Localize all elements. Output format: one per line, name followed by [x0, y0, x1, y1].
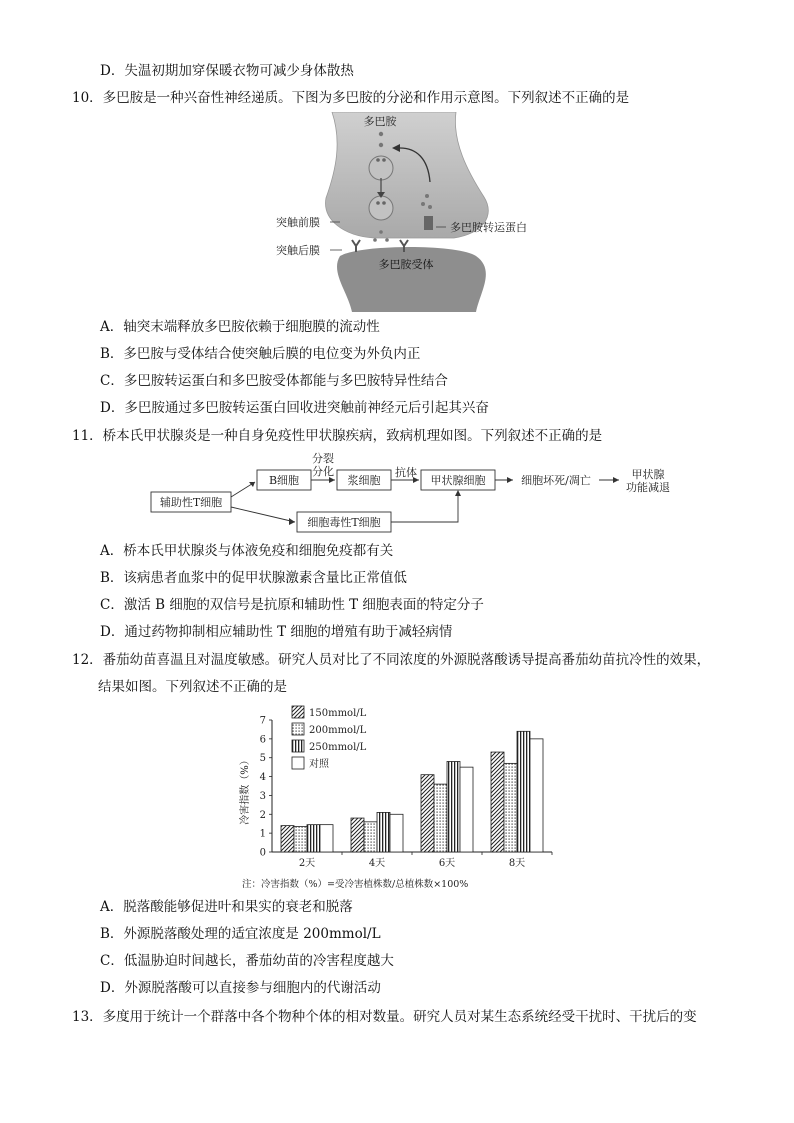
flow-thyroid: 甲状腺细胞: [430, 474, 486, 487]
q13-stem: 13．多度用于统计一个群落中各个物种个体的相对数量。研究人员对某生态系统经受干扰时、干扰后的变: [72, 1009, 697, 1025]
q12-stem-line1: 12．番茄幼苗喜温且对温度敏感。研究人员对比了不同浓度的外源脱落酸诱导提高番茄幼苗抗冷性的效果，: [72, 652, 711, 668]
bar: [364, 822, 377, 852]
q10-option-d: D．多巴胺通过多巴胺转运蛋白回收进突触前神经元后引起其兴奋: [100, 400, 489, 416]
y-tick-label: 5: [259, 753, 266, 765]
legend-label: 250mmol/L: [309, 742, 367, 753]
q11-option-d: D．通过药物抑制相应辅助性 T 细胞的增殖有助于减轻病情: [100, 624, 453, 640]
bar: [351, 818, 364, 852]
receptor-left: [352, 240, 360, 252]
flow-result-1: 甲状腺: [631, 468, 665, 481]
x-tick-label: 6天: [438, 858, 456, 869]
legend-label: 150mmol/L: [309, 708, 367, 719]
y-tick-label: 2: [259, 809, 266, 821]
presynaptic-terminal: [326, 112, 489, 238]
q11-stem: 11．桥本氏甲状腺炎是一种自身免疫性甲状腺疾病，致病机理如图。下列叙述不正确的是: [72, 428, 603, 444]
flow-fenhua: 分化: [312, 465, 334, 478]
vesicle-upper: [369, 156, 393, 180]
legend-label: 对照: [309, 759, 329, 770]
flow-b-cell: B细胞: [268, 474, 300, 487]
bar: [307, 825, 320, 852]
flow-cytotoxic: 细胞毒性T细胞: [307, 516, 381, 529]
legend-swatch: [292, 706, 304, 718]
legend-swatch: [292, 757, 304, 769]
flow-fenlie: 分裂: [312, 452, 334, 465]
bar: [390, 814, 403, 852]
transporter-protein: [424, 216, 433, 230]
label-postsynaptic: 突触后膜: [276, 244, 320, 257]
flow-plasma: 浆细胞: [347, 474, 381, 487]
bar: [320, 825, 333, 852]
vesicle-lower: [369, 196, 393, 220]
flow-helper-t: 辅助性T细胞: [159, 496, 223, 509]
legend-swatch: [292, 740, 304, 752]
bar: [281, 826, 294, 852]
bar: [447, 761, 460, 852]
y-tick-label: 6: [259, 734, 266, 746]
flow-result-2: 功能减退: [626, 481, 670, 494]
chart-ylabel: 冷害指数（%）: [240, 755, 251, 825]
q12-stem-line2: 结果如图。下列叙述不正确的是: [98, 679, 287, 695]
x-tick-label: 8天: [508, 858, 526, 869]
chart-note: 注：冷害指数（%）=受冷害植株数/总植株数×100%: [242, 879, 469, 890]
label-transporter: 多巴胺转运蛋白: [450, 221, 527, 234]
q12-option-a: A．脱落酸能够促进叶和果实的衰老和脱落: [100, 899, 353, 915]
bar: [294, 827, 307, 852]
q12-option-c: C．低温胁迫时间越长，番茄幼苗的冷害程度越大: [100, 953, 394, 969]
bar: [434, 784, 447, 852]
postsynaptic-cell: [337, 247, 486, 312]
y-tick-label: 4: [259, 772, 266, 784]
q11-option-c: C．激活 B 细胞的双信号是抗原和辅助性 T 细胞表面的特定分子: [100, 597, 484, 613]
q10-option-a: A．轴突末端释放多巴胺依赖于细胞膜的流动性: [100, 319, 380, 335]
y-tick-label: 1: [259, 828, 266, 840]
pathogenesis-flowchart: [145, 452, 685, 534]
label-presynaptic: 突触前膜: [276, 216, 320, 229]
bar: [377, 812, 390, 852]
q10-option-c: C．多巴胺转运蛋白和多巴胺受体都能与多巴胺特异性结合: [100, 373, 448, 389]
y-tick-label: 3: [259, 790, 266, 802]
label-receptor: 多巴胺受体: [378, 258, 434, 271]
q11-option-b: B．该病患者血浆中的促甲状腺激素含量比正常值低: [100, 570, 407, 586]
bar: [517, 731, 530, 852]
q10-stem: 10．多巴胺是一种兴奋性神经递质。下图为多巴胺的分泌和作用示意图。下列叙述不正确的是: [72, 90, 630, 106]
flow-antibody: 抗体: [395, 466, 417, 479]
y-tick-label: 7: [259, 715, 266, 727]
bar: [504, 763, 517, 852]
bar: [530, 739, 543, 852]
q12-option-d: D．外源脱落酸可以直接参与细胞内的代谢活动: [100, 980, 381, 996]
q9-option-d: D．失温初期加穿保暖衣物可减少身体散热: [100, 63, 354, 79]
legend-swatch: [292, 723, 304, 735]
y-tick-label: 0: [259, 847, 266, 859]
bar: [421, 775, 434, 852]
label-dopamine: 多巴胺: [363, 115, 397, 128]
q10-option-b: B．多巴胺与受体结合使突触后膜的电位变为外负内正: [100, 346, 421, 362]
flow-necrosis: 细胞坏死/凋亡: [521, 474, 591, 487]
bar: [460, 767, 473, 852]
q12-option-b: B．外源脱落酸处理的适宜浓度是 200mmol/L: [100, 926, 381, 942]
cold-damage-chart: [232, 700, 562, 892]
bar: [491, 752, 504, 852]
x-tick-label: 4天: [368, 858, 386, 869]
q11-option-a: A．桥本氏甲状腺炎与体液免疫和细胞免疫都有关: [100, 543, 394, 559]
legend-label: 200mmol/L: [309, 725, 367, 736]
synapse-figure: [270, 112, 540, 312]
x-tick-label: 2天: [298, 858, 316, 869]
